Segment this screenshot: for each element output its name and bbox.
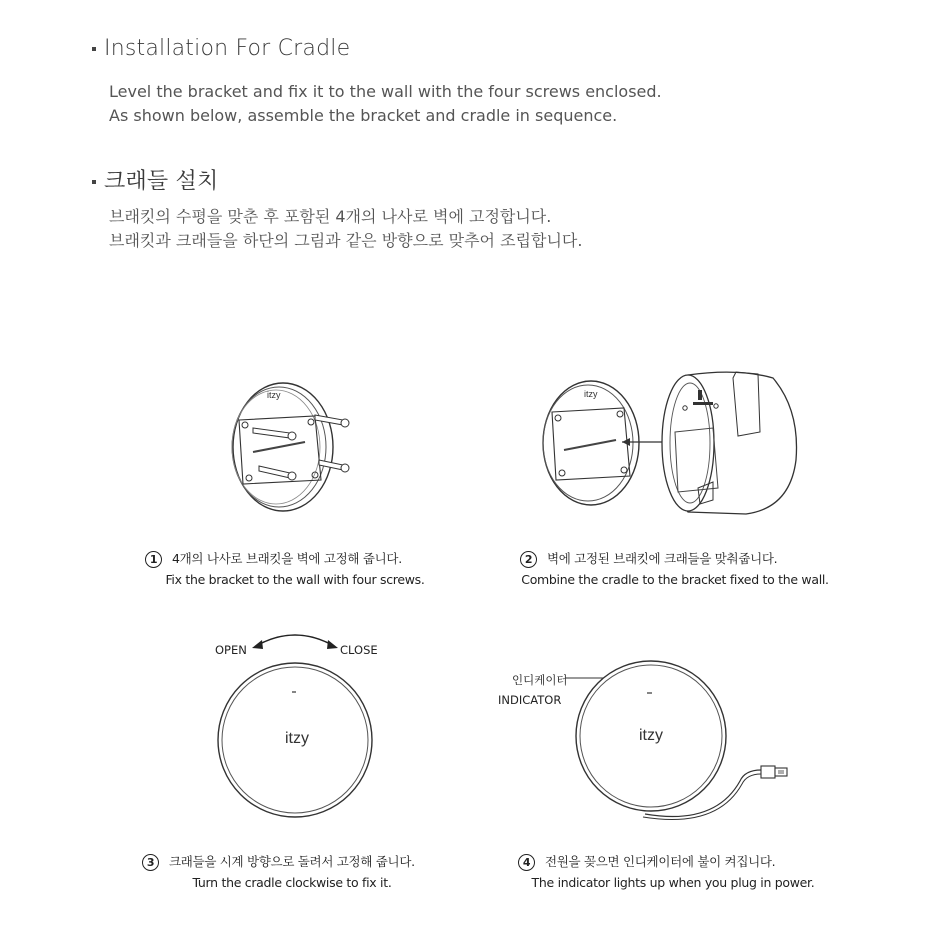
- itzy-logo: itzy: [639, 727, 663, 744]
- section-title-en: Installation For Cradle: [92, 36, 350, 61]
- step-1-caption: 1 4개의 나사로 브래킷을 벽에 고정해 줍니다. Fix the bracket to the wall with four screws.: [145, 548, 445, 590]
- step-number-badge: 4: [518, 854, 535, 871]
- cradle-top-view-illustration: [215, 660, 375, 820]
- section-title-ko: 크래들 설치: [92, 164, 218, 195]
- rotate-arrow-icon: [250, 628, 340, 650]
- close-label: CLOSE: [340, 643, 378, 657]
- instruction-line: As shown below, assemble the bracket and cradle in sequence.: [109, 106, 618, 125]
- instruction-line: 브래킷과 크래들을 하단의 그림과 같은 방향으로 맞추어 조립합니다.: [109, 231, 583, 250]
- itzy-logo: itzy: [285, 730, 309, 747]
- step-4-caption: 4 전원을 꽂으면 인디케이터에 불이 켜집니다. The indicator lights up when you plug in power.: [518, 851, 828, 893]
- step-3-caption: 3 크래들을 시계 방향으로 돌려서 고정해 줍니다. Turn the cradle clockwise to fix it.: [142, 851, 442, 893]
- section-body-ko: [109, 205, 582, 253]
- section-body-en: [109, 80, 662, 128]
- instruction-line: Level the bracket and fix it to the wall with the four screws enclosed.: [109, 82, 662, 101]
- step-number-badge: 3: [142, 854, 159, 871]
- indicator-label-ko: 인디케이터: [512, 673, 568, 687]
- open-label: OPEN: [215, 643, 247, 657]
- step-2-caption: 2 벽에 고정된 브래킷에 크래들을 맞춰줍니다. Combine the cradle to the bracket fixed to the wall.: [521, 551, 829, 587]
- indicator-label-en: INDICATOR: [498, 693, 562, 707]
- bullet-icon: [92, 47, 96, 51]
- itzy-logo: itzy: [267, 390, 281, 400]
- itzy-logo: itzy: [584, 389, 598, 399]
- cradle-indicator-illustration: [565, 656, 795, 821]
- instruction-line: 브래킷의 수평을 맞춘 후 포함된 4개의 나사로 벽에 고정합니다.: [109, 207, 552, 226]
- bracket-cradle-assembly-illustration: [538, 370, 803, 520]
- bullet-icon: [92, 180, 96, 184]
- step-number-badge: 1: [145, 551, 162, 568]
- step-number-badge: 2: [520, 551, 537, 568]
- bracket-screws-illustration: [215, 380, 365, 515]
